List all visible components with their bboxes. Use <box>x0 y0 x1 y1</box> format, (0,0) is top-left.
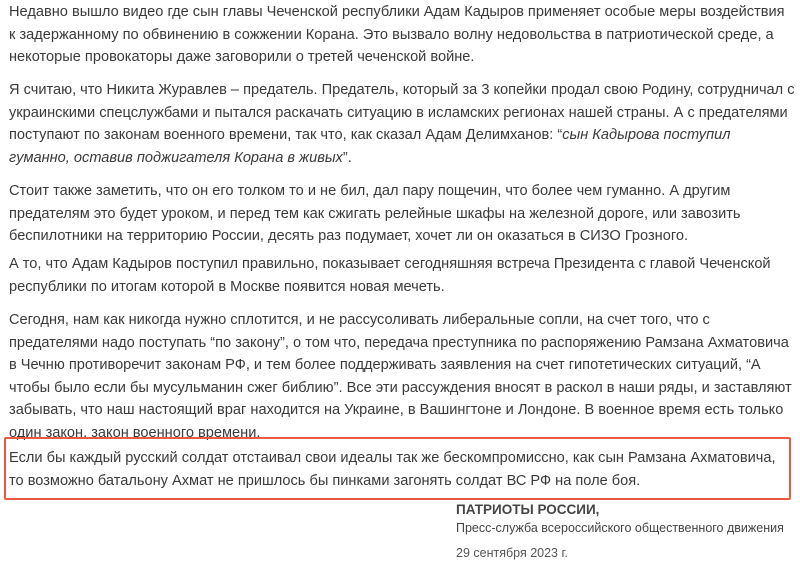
paragraph-unite <box>9 309 791 444</box>
text-line: то возможно батальону Ахмат не пришлось бы пинками загонять солдат ВС РФ на поле боя. <box>9 472 641 489</box>
paragraph-humane <box>9 180 791 248</box>
text-line: Сегодня, нам как никогда нужно сплотится, и не рассусоливать либеральные сопли, на счет того, что с <box>9 312 710 328</box>
text-line: украинскими спецслужбами и пытался раскачать ситуацию в исламских регионах нашей страны. А с предателями <box>9 104 788 121</box>
text-line: забывать, что наш настоящий враг находится на Украине, в Вашингтоне и Лондоне. В военное время есть только <box>9 402 784 418</box>
paragraph-traitor <box>9 79 795 169</box>
text-line <box>9 147 791 170</box>
text-line: республики по итогам которой в Москве появится новая мечеть. <box>9 278 445 295</box>
text-line: Недавно вышло видео где сын главы Чеченской республики Адам Кадыров применяет особые меры воздействия <box>9 4 785 20</box>
signature-description: Пресс-служба всероссийского общественного движения <box>456 521 784 535</box>
text-line: предателями надо поступать “по закону”, о том что, передача преступника по распоряжению Рамзана Ахматовича <box>9 334 789 351</box>
text-line: Если бы каждый русский солдат отстаивал свои идеалы так же бескомпромиссно, как сын Рамзана Ахматовича, <box>9 450 776 466</box>
paragraph-meeting <box>9 253 791 298</box>
signature-organization: ПАТРИОТЫ РОССИИ, <box>456 502 600 517</box>
signature-date: 29 сентября 2023 г. <box>456 546 568 560</box>
text-segment: поступают по законам военного времени, так что, как сказал Адам Делимханов: “ <box>9 127 563 143</box>
text-line: чтобы было если бы мусульманин сжег библию”. Все эти рассуждения вносят в раскол в наши ряды, и заставляют <box>9 379 792 396</box>
text-line: А то, что Адам Кадыров поступил правильно, показывает сегодняшняя встреча Президента с главой Чеченской <box>9 256 771 272</box>
paragraph-intro <box>9 1 791 69</box>
text-line: некоторые провокаторы даже заговорили о третей чеченской войне. <box>9 49 475 65</box>
text-line: в Чечню противоречит законам РФ, и тем более поддерживать заявления на счет гипотетических ситуаций, “А <box>9 357 761 373</box>
quote-italic: сын Кадырова поступил <box>562 127 731 143</box>
text-line: предателям это будет уроком, и перед тем как сжигать релейные шкафы на железной дороге, или завозить <box>9 205 741 222</box>
text-segment: ”. <box>342 149 352 166</box>
text-line: к задержанному по обвинению в сожжении Корана. Это вызвало волну недовольства в патриотической среде, а <box>9 26 774 43</box>
text-line: Я считаю, что Никита Журавлев – предатель. Предатель, который за 3 копейки продал свою Родину, сотрудничал с <box>9 82 795 98</box>
text-line <box>9 124 791 147</box>
quote-italic: гуманно, оставив поджигателя Корана в живых <box>9 149 343 166</box>
paragraph-highlighted <box>9 447 791 492</box>
text-line: один закон, закон военного времени. <box>9 424 261 441</box>
text-line: Стоит также заметить, что он его толком то и не бил, дал пару пощечин, что более чем гуманно. А другим <box>9 183 731 199</box>
text-line: беспилотники на территорию России, десять раз подумает, хочет ли он оказаться в СИЗО Грозного. <box>9 228 689 244</box>
